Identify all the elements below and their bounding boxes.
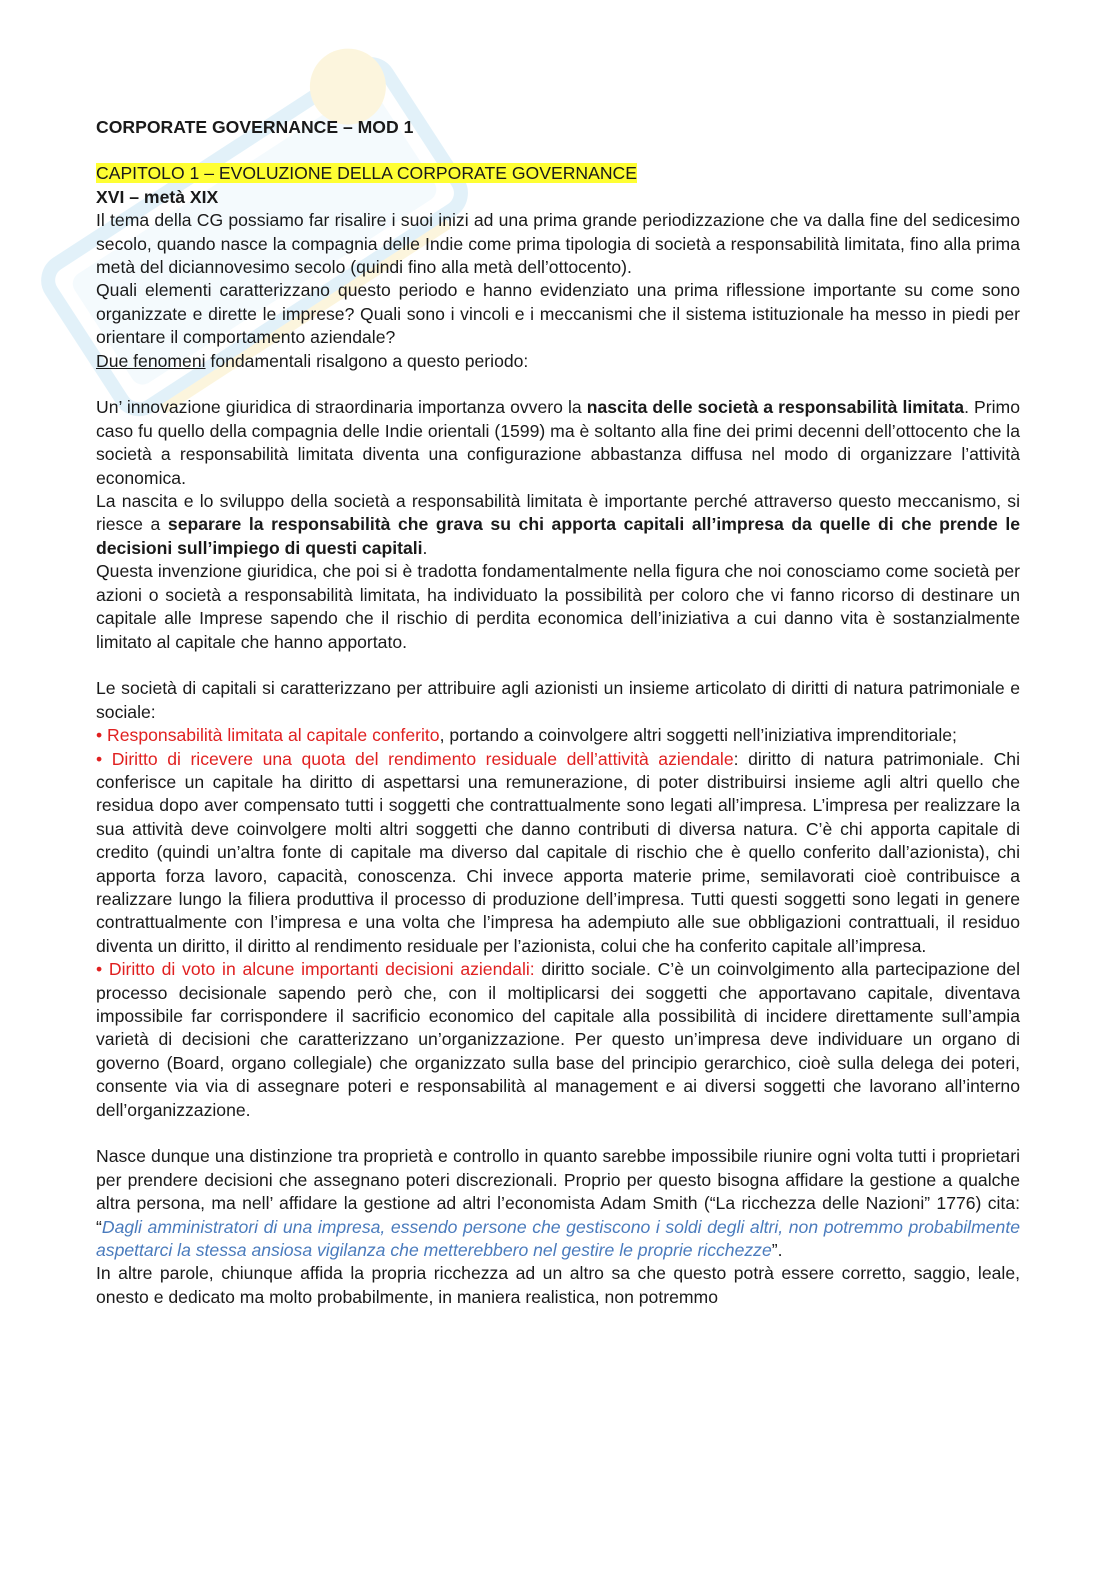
separation-text-a: La nascita e lo sviluppo della società a responsabilità limitata è importante perché attraverso questo meccanismo, si riesce a — [96, 491, 1020, 535]
bullet-2-text: : diritto di natura patrimoniale. Chi conferisce un capitale ha diritto di aspettarsi una remunerazione, di poter distribuirsi insieme agli altri quello che residua dopo aver compensato tutti i soggetti che contrattualmente sono legati all’impresa. L’impresa per realizzare la sua attività deve coinvolgere molti altri soggetti che danno contributi di diversa natura. C’è chi apporta capitale di credito (quindi un’altra fonte di capitale ma diverso dal capitale di rischio che è quello conferito dall’azionista), chi apporta forza lavoro, capacità, conoscenza. Chi invece apporta materie prime, semilavorati cioè contribuisce a realizzare lungo la filiera produttiva il processo di produzione dell’impresa. Tutti questi soggetti sono legati in genere contrattualmente con l’impresa e una volta che l’impresa ha adempiuto alle sue obbligazioni contrattuali, il residuo diventa un diritto, il diritto al rendimento residuale per l’azionista, colui che ha conferito capitale all’impresa. — [96, 748, 1020, 956]
adam-smith-quote: Dagli amministratori di una impresa, essendo persone che gestiscono i soldi degli altri, non potremmo probabilmente aspettarci la stessa ansiosa vigilanza che metterebbero nel gestire le proprie ricchezze — [96, 1216, 1020, 1261]
document-page — [96, 116, 1020, 1309]
innovation-bold: nascita delle società a responsabilità limitata — [586, 397, 965, 418]
bullet-1-red: • Responsabilità limitata al capitale conferito — [96, 725, 440, 746]
underlined-phrase: Due fenomeni — [96, 350, 206, 371]
spacer — [96, 1122, 1020, 1145]
separation-text-c: . — [422, 537, 428, 558]
chapter-heading-line — [96, 162, 1020, 185]
phenomena-text: fondamentali risalgono a questo periodo: — [205, 350, 529, 371]
innovation-text-c: . Primo caso fu quello della compagnia delle Indie orientali (1599) ma è soltanto alla fine dei primi decenni dell’ottocento che la società a responsabilità limitata diventa una configurazione abbastanza diffusa nel modo di organizzare l’attività economica. — [96, 397, 1020, 488]
ownership-text-c: ”. — [771, 1240, 783, 1261]
period-heading: XVI – metà XIX — [96, 186, 219, 207]
innovation-text-a: Un’ innovazione giuridica di straordinaria importanza ovvero la — [96, 397, 587, 418]
ownership-text-a: Nasce dunque una distinzione tra proprietà e controllo in quanto sarebbe impossibile riunire ogni volta tutti i proprietari per prendere decisioni che assegnano poteri discrezionali. Proprio per questo bisogna affidare la gestione a qualche altra persona, ma nell’ affidare la gestione ad altri l’economista Adam Smith (“La ricchezza delle Nazioni” 1776) cita: “ — [96, 1146, 1020, 1237]
bullet-residual-return — [96, 748, 1020, 959]
bullet-2-red: • Diritto di ricevere una quota del rendimento residuale dell’attività aziendale — [96, 748, 734, 769]
separation-bold: separare la responsabilità che grava su chi apporta capitali all’impresa da quelle di che prende le decisioni sull’impiego di questi capitali — [96, 514, 1020, 558]
bullet-limited-liability — [96, 724, 1020, 747]
paragraph-separation — [96, 490, 1020, 560]
bullet-voting-right — [96, 958, 1020, 1122]
paragraph-innovation — [96, 396, 1020, 490]
paragraph-in-other-words: In altre parole, chiunque affida la propria ricchezza ad un altro sa che questo potrà essere corretto, saggio, leale, onesto e dedicato ma molto probabilmente, in maniera realistica, non potremmo — [96, 1263, 1020, 1307]
paragraph-phenomena — [96, 350, 1020, 373]
paragraph-invention: Questa invenzione giuridica, che poi si è tradotta fondamentalmente nella figura che noi conosciamo come società per azioni o società a responsabilità limitata, ha individuato la possibilità per coloro che vi fanno ricorso di destinare un capitale alle Imprese sapendo che il rischio di perdita economica dell’iniziativa a cui danno vita è sostanzialmente limitato al capitale che hanno apportato. — [96, 561, 1020, 652]
document-title: CORPORATE GOVERNANCE – MOD 1 — [96, 117, 414, 137]
bullet-1-text: , portando a coinvolgere altri soggetti nell’iniziativa imprenditoriale; — [439, 725, 957, 746]
paragraph-rights-intro: Le società di capitali si caratterizzano per attribuire agli azionisti un insieme articolato di diritti di natura patrimoniale e sociale: — [96, 678, 1020, 722]
paragraph-questions: Quali elementi caratterizzano questo periodo e hanno evidenziato una prima riflessione importante su come sono organizzate e dirette le imprese? Quali sono i vincoli e i meccanismi che il sistema istituzionale ha messo in piedi per orientare il comportamento aziendale? — [96, 280, 1020, 348]
spacer — [96, 654, 1020, 677]
chapter-heading: CAPITOLO 1 – EVOLUZIONE DELLA CORPORATE GOVERNANCE — [96, 163, 637, 184]
spacer — [96, 373, 1020, 396]
paragraph-intro: Il tema della CG possiamo far risalire i suoi inizi ad una prima grande periodizzazione che va dalla fine del sedicesimo secolo, quando nasce la compagnia delle Indie come prima tipologia di società a responsabilità limitata, fino alla prima metà del diciannovesimo secolo (quindi fino alla metà dell’ottocento). — [96, 210, 1020, 278]
bullet-3-red: • Diritto di voto in alcune importanti decisioni aziendali: — [96, 959, 535, 980]
bullet-3-text: diritto sociale. C’è un coinvolgimento alla partecipazione del processo decisionale sapendo però che, con il moltiplicarsi dei soggetti che apportavano capitale, diventava impossibile far corrispondere il sacrificio economico del capitale alla possibilità di incidere direttamente sull’ampia varietà di decisioni che caratterizzano un’organizzazione. Per questo un’impresa deve individuare un organo di governo (Board, organo collegiale) che organizzato sulla base del principio gerarchico, cioè sulla delega dei poteri, consente via via di assegnare poteri e responsabilità al management e ai diversi soggetti che lavorano all’interno dell’organizzazione. — [96, 959, 1020, 1120]
paragraph-ownership-control — [96, 1145, 1020, 1262]
